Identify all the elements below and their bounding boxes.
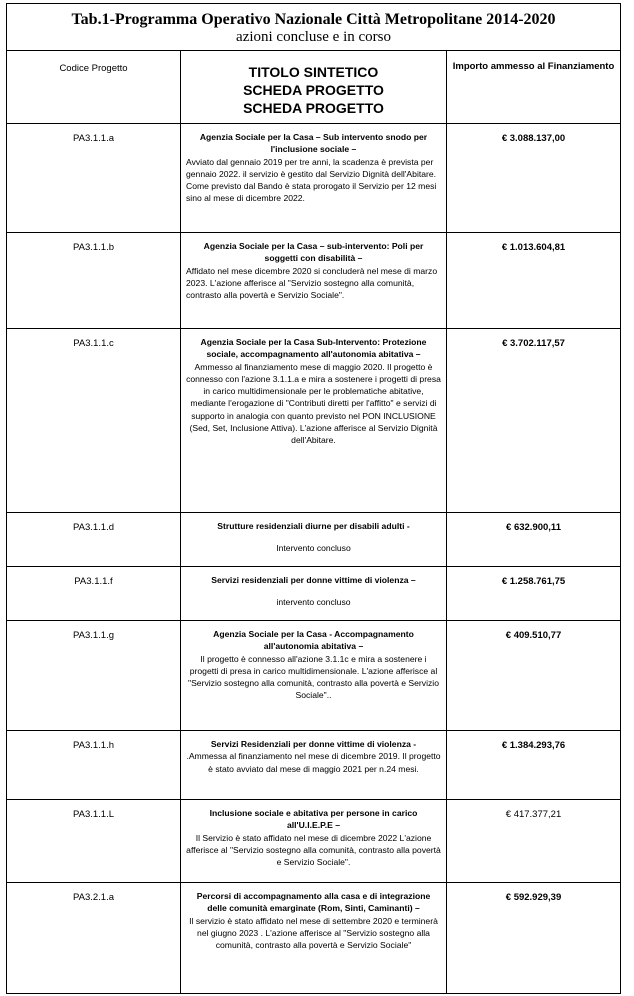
row-body: intervento concluso — [276, 597, 351, 608]
row-code: PA3.1.1.f — [7, 567, 181, 621]
table-subtitle: azioni concluse e in corso — [236, 29, 391, 45]
row-amount: € 3.088.137,00 — [447, 124, 621, 233]
row-description — [181, 329, 447, 513]
table-row — [7, 621, 621, 731]
row-description — [181, 233, 447, 329]
header-title-line-1: TITOLO SINTETICO — [248, 64, 379, 80]
row-description — [181, 621, 447, 731]
header-title-line-2: SCHEDA PROGETTO — [243, 82, 384, 98]
row-body: Intervento concluso — [276, 543, 351, 554]
row-code: PA3.1.1.h — [7, 731, 181, 800]
table-header-row — [7, 51, 621, 124]
row-title: Servizi Residenziali per donne vittime di violenza - — [210, 739, 417, 749]
row-description — [181, 800, 447, 883]
row-code: PA3.1.1.b — [7, 233, 181, 329]
row-amount: € 3.702.117,57 — [447, 329, 621, 513]
table-row — [7, 567, 621, 621]
table-row — [7, 233, 621, 329]
row-description — [181, 567, 447, 621]
row-amount: € 417.377,21 — [447, 800, 621, 883]
row-body: Il servizio è stato affidato nel mese di settembre 2020 e terminerà nel giugno 2023 . L'azione afferisce al "Servizio sostegno alla comunità, contrasto alla povertà e Servizio Sociale" — [189, 915, 438, 951]
row-title: Servizi residenziali per donne vittime di violenza – — [211, 575, 416, 585]
table-title: Tab.1-Programma Operativo Nazionale Città Metropolitane 2014-2020 — [71, 11, 556, 28]
row-body: Affidato nel mese dicembre 2020 si concluderà nel mese di marzo 2023. L'azione afferisce al "Servizio sostegno alla comunità, contrasto alla povertà e Servizio Sociale". — [186, 265, 438, 301]
row-title: Agenzia Sociale per la Casa – Sub intervento snodo per l'inclusione sociale – — [199, 132, 428, 155]
projects-table — [6, 3, 621, 994]
header-amount: Importo ammesso al Finanziamento — [447, 51, 621, 124]
row-description — [181, 513, 447, 567]
header-title — [181, 51, 447, 124]
row-amount: € 592.929,39 — [447, 883, 621, 994]
row-body: Avviato dal gennaio 2019 per tre anni, la scadenza è prevista per gennaio 2022. il servizio è gestito dal Servizio Dignità dell'Abitare. — [186, 156, 437, 179]
row-title: Strutture residenziali diurne per disabili adulti - — [217, 521, 410, 531]
table-row — [7, 800, 621, 883]
row-code: PA3.2.1.a — [7, 883, 181, 994]
row-code: PA3.1.1.a — [7, 124, 181, 233]
row-title: Inclusione sociale e abitativa per persone in carico all'U.I.E.P.E – — [209, 808, 418, 831]
table-row — [7, 731, 621, 800]
row-code: PA3.1.1.L — [7, 800, 181, 883]
row-description — [181, 731, 447, 800]
header-code: Codice Progetto — [7, 51, 181, 124]
row-title: Percorsi di accompagnamento alla casa e di integrazione delle comunità emarginate (Rom, Sinti, Caminanti) – — [196, 891, 431, 914]
row-body: .Ammessa al finanziamento nel mese di dicembre 2019. Il progetto è stato avviato dal mese di maggio 2021 per n.24 mesi. — [186, 751, 441, 774]
table-row — [7, 883, 621, 994]
header-title-line-3: SCHEDA PROGETTO — [243, 100, 384, 116]
row-code: PA3.1.1.d — [7, 513, 181, 567]
table-row — [7, 329, 621, 513]
row-code: PA3.1.1.c — [7, 329, 181, 513]
row-body-extra: Come previsto dal Bando è stata prorogato il Servizio per 12 mesi sino al mese di dicembre 2022. — [186, 181, 437, 204]
row-title: Agenzia Sociale per la Casa - Accompagnamento all'autonomia abitativa – — [213, 629, 414, 652]
table-title-row — [7, 4, 621, 51]
row-description — [181, 124, 447, 233]
row-body: Il progetto è connesso all'azione 3.1.1c e mira a sostenere i progetti di presa in carico multidimensionale. L'azione afferisce al "Servizio sostegno alla comunità, contrasto alla povertà e Servizio Sociale".. — [188, 653, 439, 701]
table-row — [7, 513, 621, 567]
row-amount: € 1.384.293,76 — [447, 731, 621, 800]
row-body: Il Servizio è stato affidato nel mese di dicembre 2022 L'azione afferisce al "Servizio sostegno alla comunità, contrasto alla povertà e Servizio Sociale". — [186, 832, 441, 868]
row-amount: € 632.900,11 — [447, 513, 621, 567]
table-row — [7, 124, 621, 233]
row-amount: € 1.013.604,81 — [447, 233, 621, 329]
row-amount: € 409.510,77 — [447, 621, 621, 731]
row-title: Agenzia Sociale per la Casa Sub-Intervento: Protezione sociale, accompagnamento all'autonomia abitativa – — [200, 337, 427, 360]
row-body: Ammesso al finanziamento mese di maggio 2020. Il progetto è connesso con l'azione 3.1.1.a e mira a sostenere i progetti di presa in carico multidimensionale per le problematiche abitative, mediante l'erogazione di "Contributi diretti per l'affitto" e servizi di supporto in analogia con quanto previsto nel PON INCLUSIONE (Sed, Set, Inclusione Attiva). L'azione afferisce al Servizio Dignità dell'Abitare. — [186, 361, 441, 446]
table-title-cell — [7, 4, 621, 51]
row-title: Agenzia Sociale per la Casa – sub-intervento: Poli per soggetti con disabilità – — [203, 241, 424, 264]
row-code: PA3.1.1.g — [7, 621, 181, 731]
row-amount: € 1.258.761,75 — [447, 567, 621, 621]
row-description — [181, 883, 447, 994]
